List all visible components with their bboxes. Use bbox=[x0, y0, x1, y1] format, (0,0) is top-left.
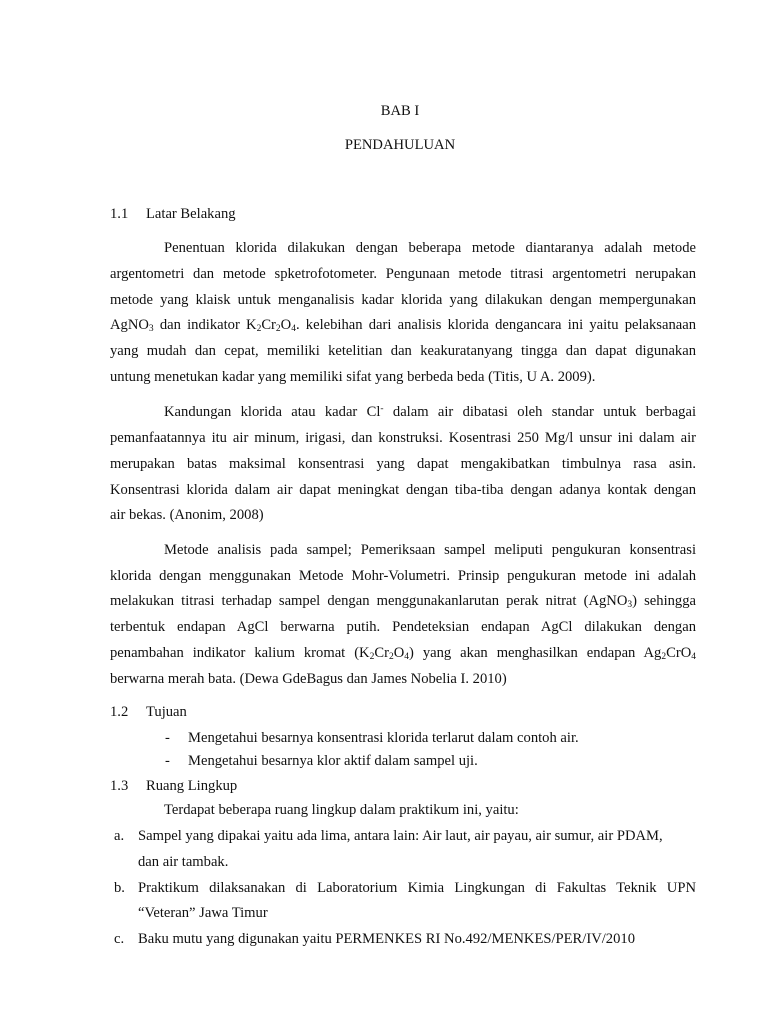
list-bullet: - bbox=[165, 753, 170, 769]
list-marker: b. bbox=[114, 880, 125, 896]
section-number: 1.1 bbox=[110, 206, 129, 222]
list-item: Baku mutu yang digunakan yaitu PERMENKES RI No.492/MENKES/PER/IV/2010 bbox=[138, 931, 635, 947]
section-heading: Ruang Lingkup bbox=[146, 778, 238, 794]
text-line: terbentuk endapan AgCl berwarna putih. Pendeteksian endapan AgCl dilakukan dengan bbox=[110, 619, 696, 635]
list-marker: a. bbox=[114, 828, 125, 844]
text-line: berwarna merah bata. (Dewa GdeBagus dan James Nobelia I. 2010) bbox=[110, 671, 507, 687]
text-line: pemanfaatannya itu air minum, irigasi, dan konstruksi. Kosentrasi 250 Mg/l unsur ini dalam air bbox=[110, 430, 696, 446]
chapter-title: PENDAHULUAN bbox=[344, 137, 456, 153]
text-line: AgNO$_3$ dan indikator $K_2Cr_2O_4$. kelebihan dari analisis klorida dengancara ini yaitu pelaksanaan bbox=[110, 317, 696, 334]
text-line: merupakan batas maksimal konsentrasi yang dapat mengakibatkan timbulnya rasa asin. bbox=[110, 456, 696, 472]
chapter-label: BAB I bbox=[380, 103, 420, 119]
list-item-continuation: “Veteran” Jawa Timur bbox=[138, 905, 268, 921]
list-item-continuation: dan air tambak. bbox=[138, 854, 229, 870]
list-item: Sampel yang dipakai yaitu ada lima, antara lain: Air laut, air payau, air sumur, air PDAM, bbox=[138, 828, 663, 844]
text-line: Kandungan klorida atau kadar Cl- dalam air dibatasi oleh standar untuk berbagai bbox=[164, 404, 696, 420]
list-bullet: - bbox=[165, 730, 170, 746]
text-line: metode yang klaisk untuk menganalisis kadar klorida yang dilakukan dengan mempergunakan bbox=[110, 292, 696, 308]
section-heading: Tujuan bbox=[146, 704, 187, 720]
intro-text: Terdapat beberapa ruang lingkup dalam praktikum ini, yaitu: bbox=[164, 802, 519, 818]
text-line: klorida dengan menggunakan Metode Mohr-Volumetri. Prinsip pengukuran metode ini adalah bbox=[110, 568, 696, 584]
text-line: melakukan titrasi terhadap sampel dengan menggunakanlarutan perak nitrat (AgNO$_3$) sehingga bbox=[110, 593, 696, 610]
list-marker: c. bbox=[114, 931, 125, 947]
section-number: 1.2 bbox=[110, 704, 129, 720]
text-line: Metode analisis pada sampel; Pemeriksaan sampel meliputi pengukuran konsentrasi bbox=[164, 542, 696, 558]
text-line: penambahan indikator kalium kromat $(K_2Cr_2O_4)$ yang akan menghasilkan endapan $Ag_2CrO_4$ bbox=[110, 645, 696, 662]
section-number: 1.3 bbox=[110, 778, 129, 794]
text-line: Konsentrasi klorida dalam air dapat meningkat dengan tiba-tiba dengan adanya kontak dengan bbox=[110, 482, 696, 498]
text-line: argentometri dan metode spketrofotometer. Pengunaan metode titrasi argentometri nerupakan bbox=[110, 266, 696, 282]
list-item: Praktikum dilaksanakan di Laboratorium Kimia Lingkungan di Fakultas Teknik UPN bbox=[138, 880, 696, 896]
section-heading: Latar Belakang bbox=[146, 206, 236, 222]
list-item: Mengetahui besarnya klor aktif dalam sampel uji. bbox=[188, 753, 478, 769]
text-line: yang mudah dan cepat, memiliki ketelitian dan keakuratanyang tingga dan dapat digunakan bbox=[110, 343, 696, 359]
list-item: Mengetahui besarnya konsentrasi klorida terlarut dalam contoh air. bbox=[188, 730, 579, 746]
text-line: untung menetukan kadar yang memiliki sifat yang berbeda beda (Titis, U A. 2009). bbox=[110, 369, 596, 385]
text-line: Penentuan klorida dilakukan dengan beberapa metode diantaranya adalah metode bbox=[164, 240, 696, 256]
text-line: air bekas. (Anonim, 2008) bbox=[110, 507, 264, 523]
